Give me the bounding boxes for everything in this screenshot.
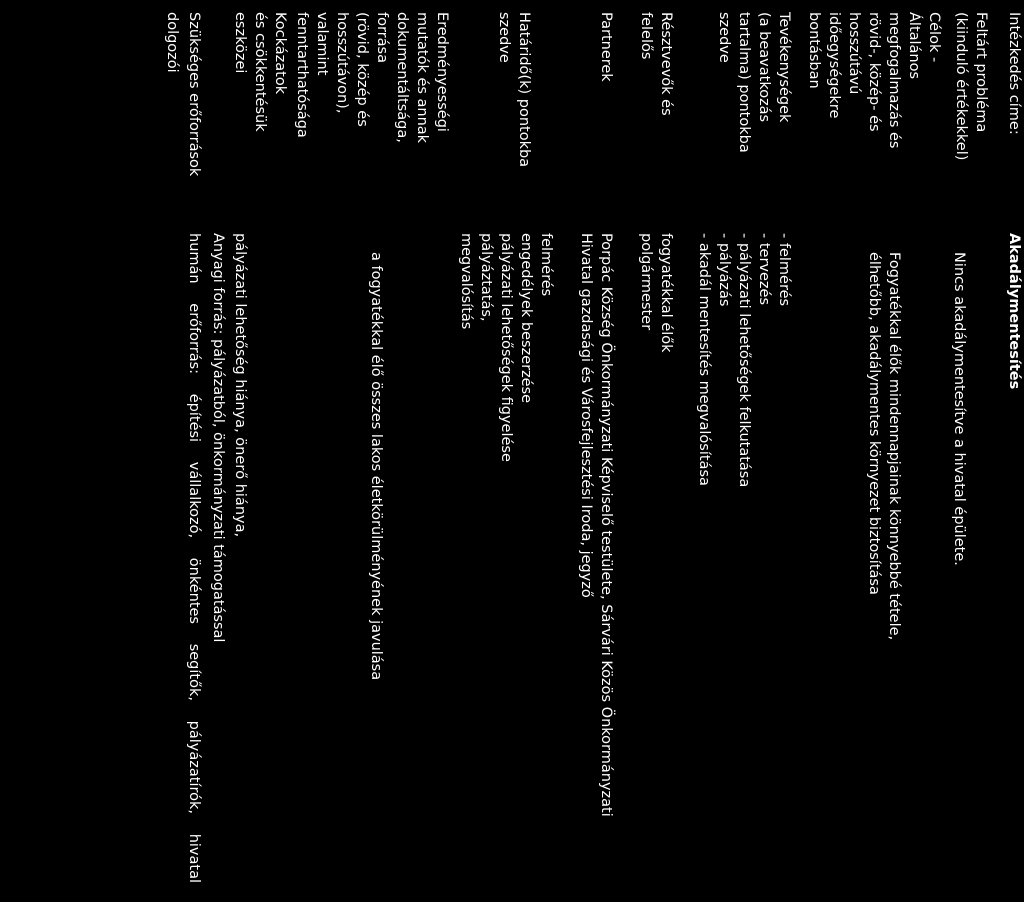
resources-label: Szükséges erőforrások [186,12,202,177]
problem-label: Feltárt probléma (kiinduló értékekkel) [953,12,989,161]
list-item: pályáztatás, [478,233,494,322]
list-item: - felmérés [776,233,792,307]
activities-list [694,233,794,883]
list-item: - tervezés [756,233,772,305]
deadlines-label: Határidő(k) pontokba szedve [496,12,532,168]
deadlines-list [456,233,556,883]
results-value: a fogyatékkal élő összes lakos életkörülményének javulása [368,252,384,681]
list-item: engedélyek beszerzése [518,233,534,404]
title-value: Akadálymentesítés [1006,233,1022,390]
goals-value: Fogyatékkal élők mindennapjainak könnyebbé tétele, élhetőbb, akadálymentes környezet biztosítása [866,252,902,641]
list-item: megvalósítás [458,233,474,330]
list-item: felmérés [538,233,554,297]
participants-label: Résztvevők és felelős [638,12,674,116]
risks-value: pályázati lehetőség hiánya, önerő hiánya, [232,233,248,538]
resources-value: humán erőforrás: építési vállalkozó, önkéntes segítők, pályázatírók, hivatal [186,233,202,883]
list-item: - pályázás [716,233,732,307]
list-item: - akadál mentesítés megvalósítása [696,233,712,486]
title-label: Intézkedés címe: [1006,12,1022,135]
partners-value: Porpác Község Önkormányzati Képviselő testülete, Sárvári Közös Önkormányzati Hivatal gazdasági és Városfejlesztési Iroda, jegyző [578,233,614,817]
problem-value: Nincs akadálymentesítve a hivatal épülete. [951,252,967,566]
participants-value: fogyatékkal élők polgármester [638,233,674,353]
activities-label: Tevékenységek (a beavatkozás tartalma) pontokba szedve [716,12,792,153]
resources-line-1: Anyagi forrás: pályázatból, önkormányzati támogatással [210,233,226,643]
goals-label: Célok - Általános megfogalmazás és rövid-, közép- és hosszútávú időegységekre bontásban [806,12,942,149]
risks-label: Kockázatok és csökkentésük eszközei [232,12,288,132]
list-item: pályázati lehetőségek figyelése [498,233,514,462]
resources-line-3: dolgozói [164,12,180,73]
partners-label: Partnerek [598,12,614,82]
list-item: - pályázati lehetőségek felkutatása [736,233,752,488]
results-label: Eredményességi mutatók és annak dokumentáltsága, forrása (rövid, közép és hosszútávon), valamint fenntarthatósága [294,12,450,144]
